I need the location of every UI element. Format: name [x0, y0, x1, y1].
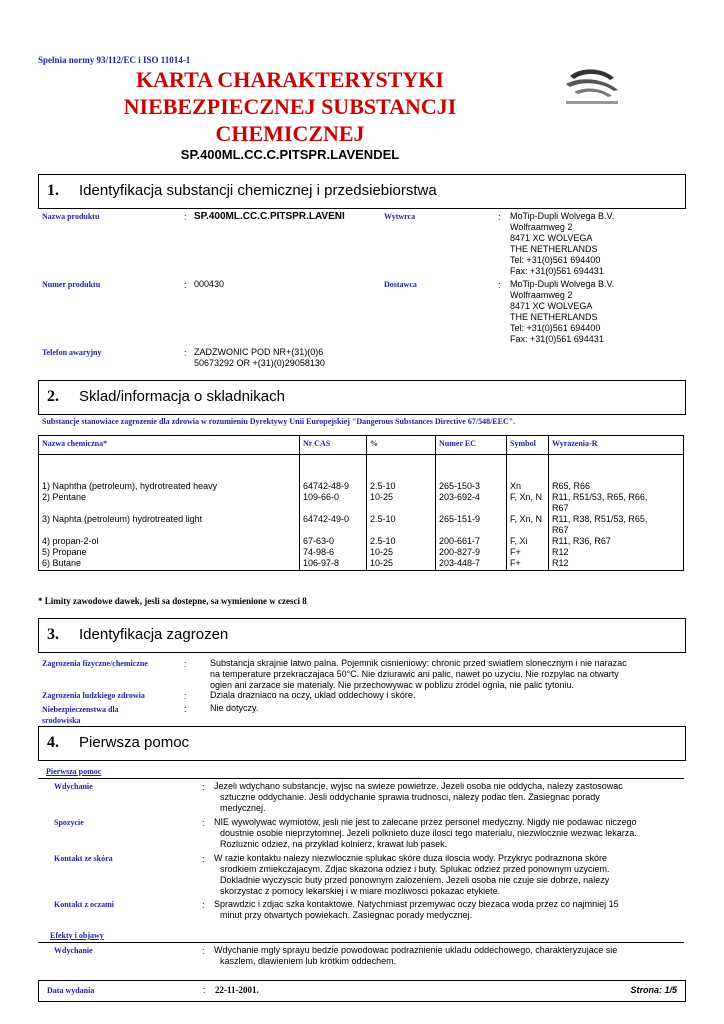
environment-hazards-label: [42, 704, 119, 726]
text-line: Rozluznic odziez, na przyklad kolnierz, krawat lub pasek.: [220, 839, 448, 849]
label-line: Niebezpieczenstwa dla: [42, 705, 119, 714]
effects-inhalation-label: Wdychanie: [54, 946, 93, 955]
r-phrases: [549, 514, 684, 536]
table-header-row: [39, 436, 684, 455]
text-line: medycznej.: [220, 803, 266, 813]
cas-number: 109-66-0: [300, 492, 367, 514]
colon: :: [202, 782, 205, 792]
chemical-name: 4) propan-2-ol: [39, 536, 300, 547]
issue-date-value: 22-11-2001.: [215, 985, 259, 995]
health-hazards-label: Zagrozenia ludzkiego zdrowia: [42, 691, 145, 700]
text-line: Sprawdzic i zdjac szka kontaktowe. Natychmiast przemywac oczy biezaca woda przez co najmniej 15: [214, 899, 619, 909]
text-line: srodkiem zmiekczajacym. Zdjac skazona odziez i buty. Splukac odziez przed ponownym uzyciem.: [220, 864, 610, 874]
issue-date-label: Data wydania: [47, 986, 95, 995]
column-header: Nr CAS: [300, 436, 367, 455]
product-name-label: Nazwa produktu: [42, 212, 100, 221]
hazard-symbol: F+: [507, 558, 549, 571]
ingestion-label: Spozycie: [54, 818, 84, 827]
hazard-symbol: F, Xn, N: [507, 492, 549, 514]
chemical-name: 1) Naphtha (petroleum), hydrotreated heavy: [39, 481, 300, 492]
r-phrases: R11, R36, R67: [549, 536, 684, 547]
column-header: Nazwa chemiczna*: [39, 436, 300, 455]
physical-hazards-label: Zagrozenia fizyczne/chemiczne: [42, 659, 148, 668]
manufacturer-label: Wytwrca: [384, 212, 416, 221]
address-line: Wolfraamweg 2: [510, 222, 573, 232]
text-line: Substancja skrajnie latwo palna. Pojemnik cisnieniowy: chronic przed swiatlem slonecznym i nie narazac: [210, 658, 627, 668]
table-row: [39, 514, 684, 536]
section-title: Sklad/informacja o skladnikach: [79, 388, 285, 405]
eye-contact-text: [214, 899, 619, 921]
colon: :: [202, 900, 205, 910]
column-header: Symbol: [507, 436, 549, 455]
section-1-header: [38, 174, 686, 209]
colon: :: [184, 704, 187, 714]
ec-number: 265-151-9: [436, 514, 507, 536]
text-line: doustnie osobie nieprzytomnej. Jezeli polknieto duze ilosci tego materialu, niezwlocznie wezwac lekarza.: [220, 828, 637, 838]
r-phrases: [549, 492, 684, 514]
percentage: 2.5-10: [367, 481, 436, 492]
text-line: na temperature przekraczajaca 50°C. Nie dziurawic ani palic, nawet po uzyciu. Nie rozpylac na otwarty: [210, 669, 619, 679]
r-phrases: R12: [549, 547, 684, 558]
section-4-header: [38, 726, 686, 761]
text-line: kaszlem, dlawieniem lub krótkim oddechem.: [220, 956, 397, 966]
product-code-title: SP.400ML.CC.C.PITSPR.LAVENDEL: [180, 147, 400, 162]
cas-number: 74-98-6: [300, 547, 367, 558]
table-row: [39, 492, 684, 514]
text-line: Wdychanie mgly sprayu bedzie powodowac podraznienie ukladu oddechowego, charakteryzujace sie: [214, 945, 618, 955]
section-number: 4.: [47, 734, 59, 751]
dangerous-substances-note: Substancje stanowiace zagrozenie dla zdrowia w rozumieniu Dyrektywy Unii Europejskiej "Dangerous Substances Directive 67/548/EEC".: [42, 417, 516, 426]
section-number: 2.: [47, 388, 59, 405]
colon: :: [498, 212, 501, 222]
colon: :: [184, 659, 187, 669]
text-line: sztuczne oddychanie. Jesli oddychanie sprawia trudnosci, nalezy podac tlen. Zasiegnac porady: [220, 792, 600, 802]
hazard-symbol: F, Xi: [507, 536, 549, 547]
address-line: MoTip-Dupli Wolvega B.V.: [510, 279, 615, 289]
address-line: THE NETHERLANDS: [510, 312, 598, 322]
cas-number: 64742-49-0: [300, 514, 367, 536]
percentage: 10-25: [367, 558, 436, 571]
skin-contact-label: Kontakt ze skóra: [54, 854, 113, 863]
cas-number: 67-63-0: [300, 536, 367, 547]
norm-text: Spelnia normy 93/112/EC i ISO 11014-1: [38, 55, 191, 65]
divider: [38, 942, 684, 943]
percentage: 2.5-10: [367, 514, 436, 536]
ec-number: 200-827-9: [436, 547, 507, 558]
r-phrases-line: R67: [552, 525, 569, 535]
page-number: Strona: 1/5: [630, 985, 677, 995]
effects-symptoms-heading: Efekty i objawy: [50, 931, 104, 940]
cas-number: 106-97-8: [300, 558, 367, 571]
section-title: Pierwsza pomoc: [79, 734, 190, 751]
hazard-symbol: Xn: [507, 481, 549, 492]
percentage: 10-25: [367, 492, 436, 514]
colon: :: [184, 212, 187, 222]
colon: :: [202, 854, 205, 864]
effects-inhalation-text: [214, 945, 617, 967]
text-line: ogien ani zarzace sie materialy. Nie przechowywac w poblizu zródel ognia, nie palic tytoniu.: [210, 680, 575, 690]
exposure-limits-footnote: * Limity zawodowe dawek, jesli sa dostepne, sa wymienione w czesci 8: [38, 596, 307, 606]
address-line: THE NETHERLANDS: [510, 244, 598, 254]
address-line: Tel: +31(0)561 694400: [510, 255, 601, 265]
text-line: W razie kontaktu nalezy niezwlocznie splukac skóre duza iloscia wody. Przykryc podraznona skóre: [214, 853, 608, 863]
address-line: MoTip-Dupli Wolvega B.V.: [510, 211, 615, 221]
chemical-name: 6) Butane: [39, 558, 300, 571]
health-hazards-text: Dziala drazniaco na oczy, uklad oddechowy i skóre.: [210, 690, 416, 700]
page-footer: [38, 980, 686, 1002]
environment-hazards-text: Nie dotyczy.: [210, 703, 259, 713]
section-2-header: [38, 380, 686, 415]
label-line: srodowiska: [42, 716, 81, 725]
section-3-header: [38, 618, 686, 653]
r-phrases: R12: [549, 558, 684, 571]
eye-contact-label: Kontakt z oczami: [54, 900, 114, 909]
table-row: [39, 481, 684, 492]
colon: :: [184, 348, 187, 358]
emergency-phone-label: Telefon awaryjny: [42, 348, 102, 357]
product-number-value: 000430: [194, 279, 225, 289]
colon: :: [202, 818, 205, 828]
composition-table: [38, 435, 684, 571]
section-number: 1.: [47, 182, 59, 199]
text-line: minut przy otwartych powiekach. Zasiegnac porady medycznej.: [220, 910, 473, 920]
cas-number: 64742-48-9: [300, 481, 367, 492]
section-number: 3.: [47, 626, 59, 643]
ec-number: 203-448-7: [436, 558, 507, 571]
address-line: Tel: +31(0)561 694400: [510, 323, 601, 333]
document-title-line-2: NIEBEZPIECZNEJ SUBSTANCJI: [123, 94, 457, 119]
physical-hazards-text: [210, 658, 627, 691]
table-row: [39, 547, 684, 558]
emergency-phone-value: [194, 347, 325, 369]
colon: :: [184, 280, 187, 290]
colon: :: [203, 985, 206, 995]
text-line: skorzystac z pomocy lekarskiej i w miare mozliwosci pokazac etykiete.: [220, 886, 501, 896]
table-row: [39, 536, 684, 547]
table-spacer-row: [39, 455, 684, 482]
product-name-value: SP.400ML.CC.C.PITSPR.LAVENI: [194, 211, 345, 222]
hazard-symbol: F+: [507, 547, 549, 558]
percentage: 10-25: [367, 547, 436, 558]
address-line: 8471 XC WOLVEGA: [510, 233, 593, 243]
divider: [38, 778, 684, 779]
first-aid-heading: Pierwsza pomoc: [46, 767, 102, 776]
ec-number: 203-692-4: [436, 492, 507, 514]
phone-line: ZADZWONIC POD NR+(31)(0)6: [194, 347, 324, 357]
r-phrases-line: R11, R51/53, R65, R66,: [552, 492, 648, 502]
section-title: Identyfikacja substancji chemicznej i przedsiebiorstwa: [79, 182, 437, 199]
inhalation-label: Wdychanie: [54, 782, 93, 791]
document-title-line-3: CHEMICZNEJ: [215, 121, 365, 146]
text-line: Dokladnie wyczyscic buty przed ponownym zalozeniem. Jezeli osoba nie czuje sie dobrze, nalezy: [220, 875, 610, 885]
r-phrases-line: R67: [552, 503, 569, 513]
skin-contact-text: [214, 853, 610, 897]
address-line: Fax: +31(0)561 694431: [510, 266, 604, 276]
column-header: Numer EC: [436, 436, 507, 455]
product-number-label: Numer produktu: [42, 280, 101, 289]
hazard-symbol: F, Xn, N: [507, 514, 549, 536]
address-line: Fax: +31(0)561 694431: [510, 334, 604, 344]
column-header: %: [367, 436, 436, 455]
text-line: Jezeli wdychano substancje, wyjsc na swieze powietrze. Jezeli osoba nie oddycha, nalezy zastosowac: [214, 781, 623, 791]
text-line: NIE wywolywac wymiotów, jesli nie jest to zalecane przez personel medyczny. Nigdy nie podawac niczego: [214, 817, 637, 827]
colon: :: [184, 691, 187, 701]
section-title: Identyfikacja zagrozen: [79, 626, 229, 643]
colon: :: [498, 280, 501, 290]
ec-number: 265-150-3: [436, 481, 507, 492]
phone-line: 50673292 OR +(31)(0)29058130: [194, 358, 325, 368]
ingestion-text: [214, 817, 637, 850]
chemical-name: 3) Naphta (petroleum) hydrotreated light: [39, 514, 300, 536]
ec-number: 200-661-7: [436, 536, 507, 547]
manufacturer-address: [510, 211, 614, 277]
percentage: 2.5-10: [367, 536, 436, 547]
r-phrases-line: R11, R38, R51/53, R65,: [552, 514, 648, 524]
chemical-name: 2) Pentane: [39, 492, 300, 514]
supplier-address: [510, 279, 614, 345]
chemical-name: 5) Propane: [39, 547, 300, 558]
r-phrases: R65, R66: [549, 481, 684, 492]
table-row: [39, 558, 684, 571]
address-line: Wolfraamweg 2: [510, 290, 573, 300]
supplier-label: Dostawca: [384, 280, 417, 289]
colon: :: [202, 946, 205, 956]
column-header: Wyrazenia-R: [549, 436, 684, 455]
address-line: 8471 XC WOLVEGA: [510, 301, 593, 311]
company-logo: [560, 64, 624, 108]
inhalation-text: [214, 781, 623, 814]
document-title-line-1: KARTA CHARAKTERYSTYKI: [136, 67, 444, 92]
